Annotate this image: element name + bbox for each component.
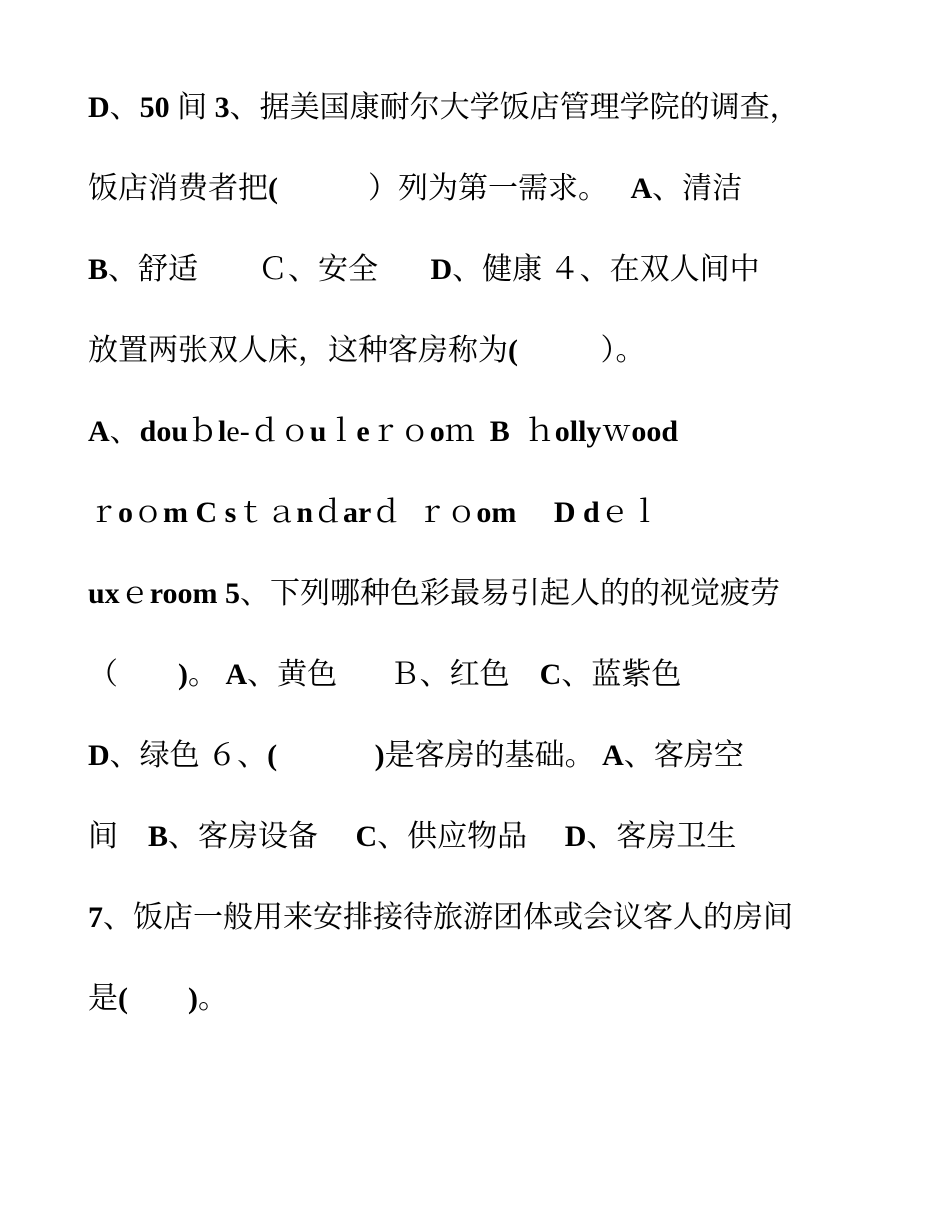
text-run: ）列为第一需求。 (278, 172, 631, 205)
text-run: ｒ (88, 496, 118, 529)
text-run: B (148, 820, 169, 853)
text-run: ）。 (518, 334, 646, 367)
text-run: om (476, 496, 517, 529)
text-run: 是 (88, 982, 118, 1015)
text-run: 、下列哪种色彩最易引起人的的视觉疲劳 (239, 577, 780, 610)
text-run: ( (508, 334, 518, 367)
text-run: ux (88, 577, 120, 610)
text-run: ｅｌ (599, 496, 660, 529)
text-run: ｄ (313, 496, 344, 529)
text-line-12 (88, 977, 878, 1021)
text-run: 、健康 ４、在双人间中 (452, 253, 760, 286)
text-run: u (309, 415, 327, 448)
text-run: 。 (188, 658, 226, 691)
text-run (516, 496, 554, 529)
text-run: 、蓝紫色 (561, 658, 682, 691)
text-run: 间 (169, 91, 215, 124)
text-line-7 (88, 572, 878, 616)
text-run: D (564, 820, 587, 853)
text-line-3 (88, 248, 878, 292)
text-run: dou (139, 415, 189, 448)
text-run: ) (188, 982, 198, 1015)
text-run: ( (267, 739, 278, 772)
text-run: 、 (109, 91, 140, 124)
text-run: ｔａ (236, 496, 297, 529)
text-line-5 (88, 410, 878, 454)
text-run: ｍ (444, 415, 490, 448)
text-run: 、绿色 ６、 (109, 739, 268, 772)
text-run (277, 739, 375, 772)
text-run: A (602, 739, 624, 772)
text-run: 放置两张双人床，这种客房称为 (88, 334, 508, 367)
text-run: 、饭店一般用来安排接待旅游团体或会议客人的房间 (103, 901, 793, 934)
text-line-4 (88, 329, 878, 373)
text-run: 是客房的基础。 (384, 739, 603, 772)
text-run: 、据美国康耐尔大学饭店管理学院的调查， (229, 91, 800, 124)
text-run: 、客房卫生 (586, 820, 737, 853)
text-run: ｒｏ (369, 415, 430, 448)
text-run: C (355, 820, 378, 853)
text-run: B (489, 415, 510, 448)
text-run: ( (118, 982, 128, 1015)
text-line-6 (88, 491, 878, 535)
text-run: 、 (109, 415, 140, 448)
text-run: 。 (198, 982, 228, 1015)
text-run: n (296, 496, 314, 529)
text-run: o (118, 496, 133, 529)
text-run: C (539, 658, 562, 691)
text-run: 、黄色 Ｂ、红色 (247, 658, 540, 691)
text-run: ｄ ｒｏ (371, 496, 477, 529)
text-run: 、供应物品 (377, 820, 565, 853)
text-run: o (429, 415, 445, 448)
text-run: 间 (88, 820, 148, 853)
text-line-10 (88, 815, 878, 859)
text-run: l (218, 415, 227, 448)
text-run: 3 (214, 91, 230, 124)
text-run: e (356, 415, 370, 448)
text-run: e-ｄｏ (226, 415, 310, 448)
text-line-11 (88, 896, 878, 940)
text-run: D (88, 739, 110, 772)
text-run: 50 (139, 91, 170, 124)
text-line-2 (88, 167, 878, 211)
text-run: ar (343, 496, 372, 529)
text-line-9 (88, 734, 878, 778)
text-run: ｌ (326, 415, 357, 448)
text-run: D (88, 91, 110, 124)
text-run: A (630, 172, 653, 205)
text-run: B (88, 253, 109, 286)
text-run: ) (178, 658, 188, 691)
text-run: ood (631, 415, 679, 448)
text-run: A (88, 415, 110, 448)
text-run: olly (554, 415, 602, 448)
text-run (128, 982, 188, 1015)
text-run: 、客房空 (623, 739, 744, 772)
text-run: 7 (88, 901, 103, 934)
text-run: 、清洁 (652, 172, 743, 205)
text-run: ( (268, 172, 278, 205)
text-run: 、舒适 Ｃ、安全 (108, 253, 431, 286)
text-line-8 (88, 653, 878, 697)
text-run: ) (374, 739, 385, 772)
text-run: ｂ (188, 415, 219, 448)
text-run: ｅ (119, 577, 150, 610)
text-run: D d (553, 496, 600, 529)
text-run: A (225, 658, 248, 691)
text-run: ｈ (509, 415, 555, 448)
text-line-1 (88, 86, 878, 130)
text-run: 饭店消费者把 (88, 172, 268, 205)
text-run: （ (88, 658, 178, 691)
text-run: room 5 (149, 577, 240, 610)
text-run: ｏ (133, 496, 163, 529)
text-run: m C s (163, 496, 237, 529)
text-run: 、客房设备 (168, 820, 356, 853)
text-run: D (430, 253, 453, 286)
text-run: ｗ (601, 415, 632, 448)
